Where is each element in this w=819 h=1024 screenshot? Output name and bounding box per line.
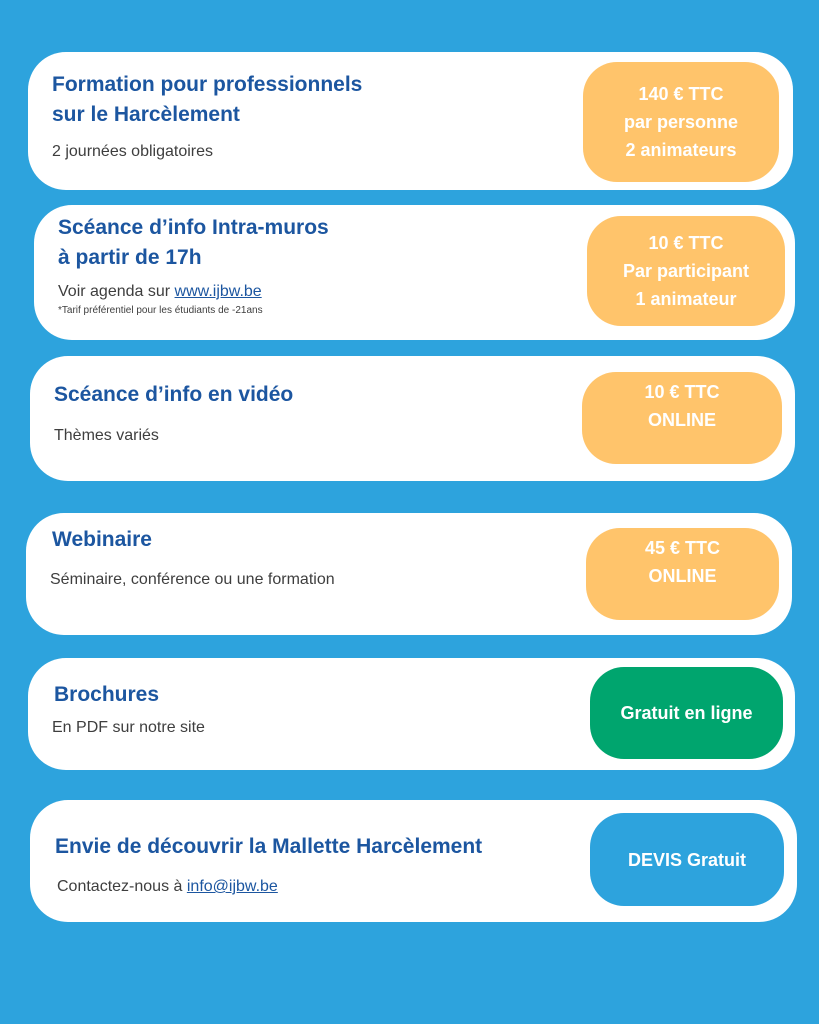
price-badge [587,216,785,326]
price-badge [582,372,782,464]
card-formation [28,52,793,190]
card-title: Webinaire [52,528,152,551]
card-title-line: Formation pour professionnels [52,73,363,96]
email-link[interactable]: info@ijbw.be [186,878,278,895]
card-title-line: Scéance d’info Intra-muros [58,216,329,239]
agenda-text: Voir agenda sur [58,283,175,300]
card-subtitle: 2 journées obligatoires [52,143,213,160]
card-webinaire [26,513,792,635]
card-title-line: à partir de 17h [58,246,202,269]
card-mallette [30,800,797,922]
price-line: 140 € TTC [638,84,724,104]
card-subtitle: En PDF sur notre site [52,719,205,736]
price-detail: ONLINE [647,410,716,430]
card-title-line: sur le Harcèlement [52,103,240,126]
gratuit-label: Gratuit en ligne [620,703,753,723]
contact-text: Contactez-nous à [57,878,187,895]
tarif-note: *Tarif préférentiel pour les étudiants de -21ans [58,305,263,316]
price-line: 10 € TTC [648,233,724,253]
card-title: Brochures [54,683,160,706]
devis-badge[interactable] [590,813,784,906]
devis-label: DEVIS Gratuit [627,849,747,870]
card-seance-video [30,356,795,481]
card-subtitle: Séminaire, conférence ou une formation [50,571,335,588]
card-subtitle [57,877,278,897]
card-subtitle [58,282,262,302]
price-detail: par personne [623,112,739,132]
card-title: Scéance d’info en vidéo [54,383,294,406]
price-badge [583,62,779,182]
price-line: 10 € TTC [644,382,720,402]
price-detail: Par participant [622,261,750,281]
card-title: Envie de découvrir la Mallette Harcèlement [55,835,483,858]
card-brochures [28,658,795,770]
card-subtitle: Thèmes variés [54,427,159,444]
card-seance-intra-muros [34,205,795,340]
website-link[interactable]: www.ijbw.be [174,283,262,300]
card-title [52,70,362,130]
price-detail: 1 animateur [635,289,737,309]
price-detail: ONLINE [648,566,717,586]
gratuit-badge[interactable] [590,667,783,759]
price-line: 45 € TTC [644,538,721,558]
card-title [58,213,329,273]
price-badge [586,528,779,620]
price-detail: 2 animateurs [625,140,737,160]
